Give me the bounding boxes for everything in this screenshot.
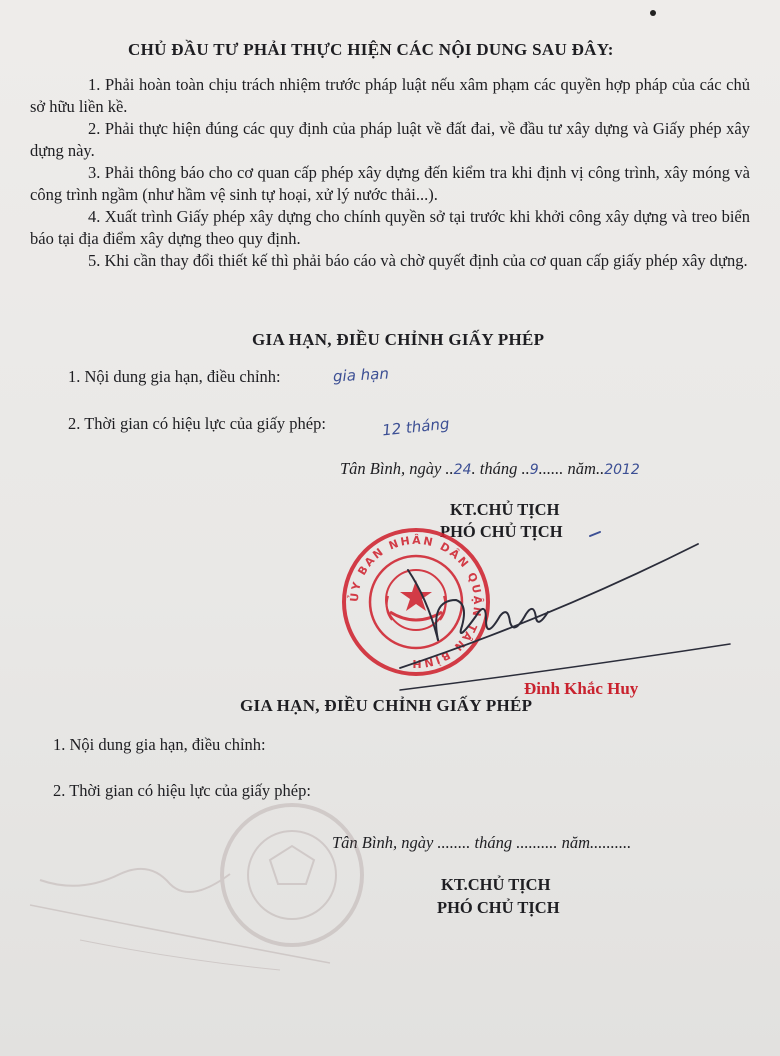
notice-item-3: 3. Phải thông báo cho cơ quan cấp phép xây dựng đến kiểm tra khi định vị công trình, xây móng và công trình ngầm (như hầm vệ sinh tự hoại, xử lý nước thải...). (30, 163, 750, 204)
extension-1-date-line: Tân Bình, ngày ..24. tháng ..9...... năm..2012 (340, 459, 640, 478)
extension-1-validity-value: 12 tháng (381, 414, 451, 440)
extension-1-heading: GIA HẠN, ĐIỀU CHỈNH GIẤY PHÉP (252, 330, 545, 349)
extension-1-validity-label: 2. Thời gian có hiệu lực của giấy phép: (68, 414, 326, 433)
notice-item-1: 1. Phải hoàn toàn chịu trách nhiệm trước pháp luật nếu xâm phạm các quyền hợp pháp của các chủ sở hữu liền kề. (30, 75, 750, 116)
extension-1-content-label: 1. Nội dung gia hạn, điều chỉnh: (68, 367, 281, 386)
date-day: 24 (453, 462, 472, 478)
ink-dot (650, 10, 656, 16)
notice-heading: CHỦ ĐẦU TƯ PHẢI THỰC HIỆN CÁC NỘI DUNG SAU ĐÂY: (128, 40, 614, 59)
extension-2-heading: GIA HẠN, ĐIỀU CHỈNH GIẤY PHÉP (240, 696, 533, 715)
extension-1-title-line1: KT.CHỦ TỊCH (450, 500, 560, 519)
extension-2-date-line: Tân Bình, ngày ........ tháng .......... năm.......... (332, 833, 632, 852)
extension-2-validity-label: 2. Thời gian có hiệu lực của giấy phép: (53, 781, 311, 800)
date-year: 2012 (604, 462, 640, 478)
notice-item-5: 5. Khi cần thay đổi thiết kế thì phải báo cáo và chờ quyết định của cơ quan cấp giấy phép xây dựng. (88, 251, 748, 270)
signer-name: Đinh Khắc Huy (524, 679, 639, 698)
date-month: 9 (529, 462, 539, 478)
extension-1-content-value: gia hạn (332, 364, 390, 386)
extension-2-content-label: 1. Nội dung gia hạn, điều chỉnh: (53, 735, 266, 754)
stamp-ring-text: ỦY BAN NHÂN DÂN QUẬN TÂN BÌNH (347, 533, 485, 671)
notice-item-2: 2. Phải thực hiện đúng các quy định của pháp luật về đất đai, về đầu tư xây dựng và Giấy phép xây dựng này. (30, 119, 750, 160)
extension-2-title-line2: PHÓ CHỦ TỊCH (437, 898, 560, 917)
extension-2-title-line1: KT.CHỦ TỊCH (441, 875, 551, 894)
notice-item-4: 4. Xuất trình Giấy phép xây dựng cho chính quyền sở tại trước khi khởi công xây dựng và treo biển báo tại địa điểm xây dựng theo quy định. (30, 207, 750, 248)
extension-1-title-line2: PHÓ CHỦ TỊCH (440, 522, 563, 541)
